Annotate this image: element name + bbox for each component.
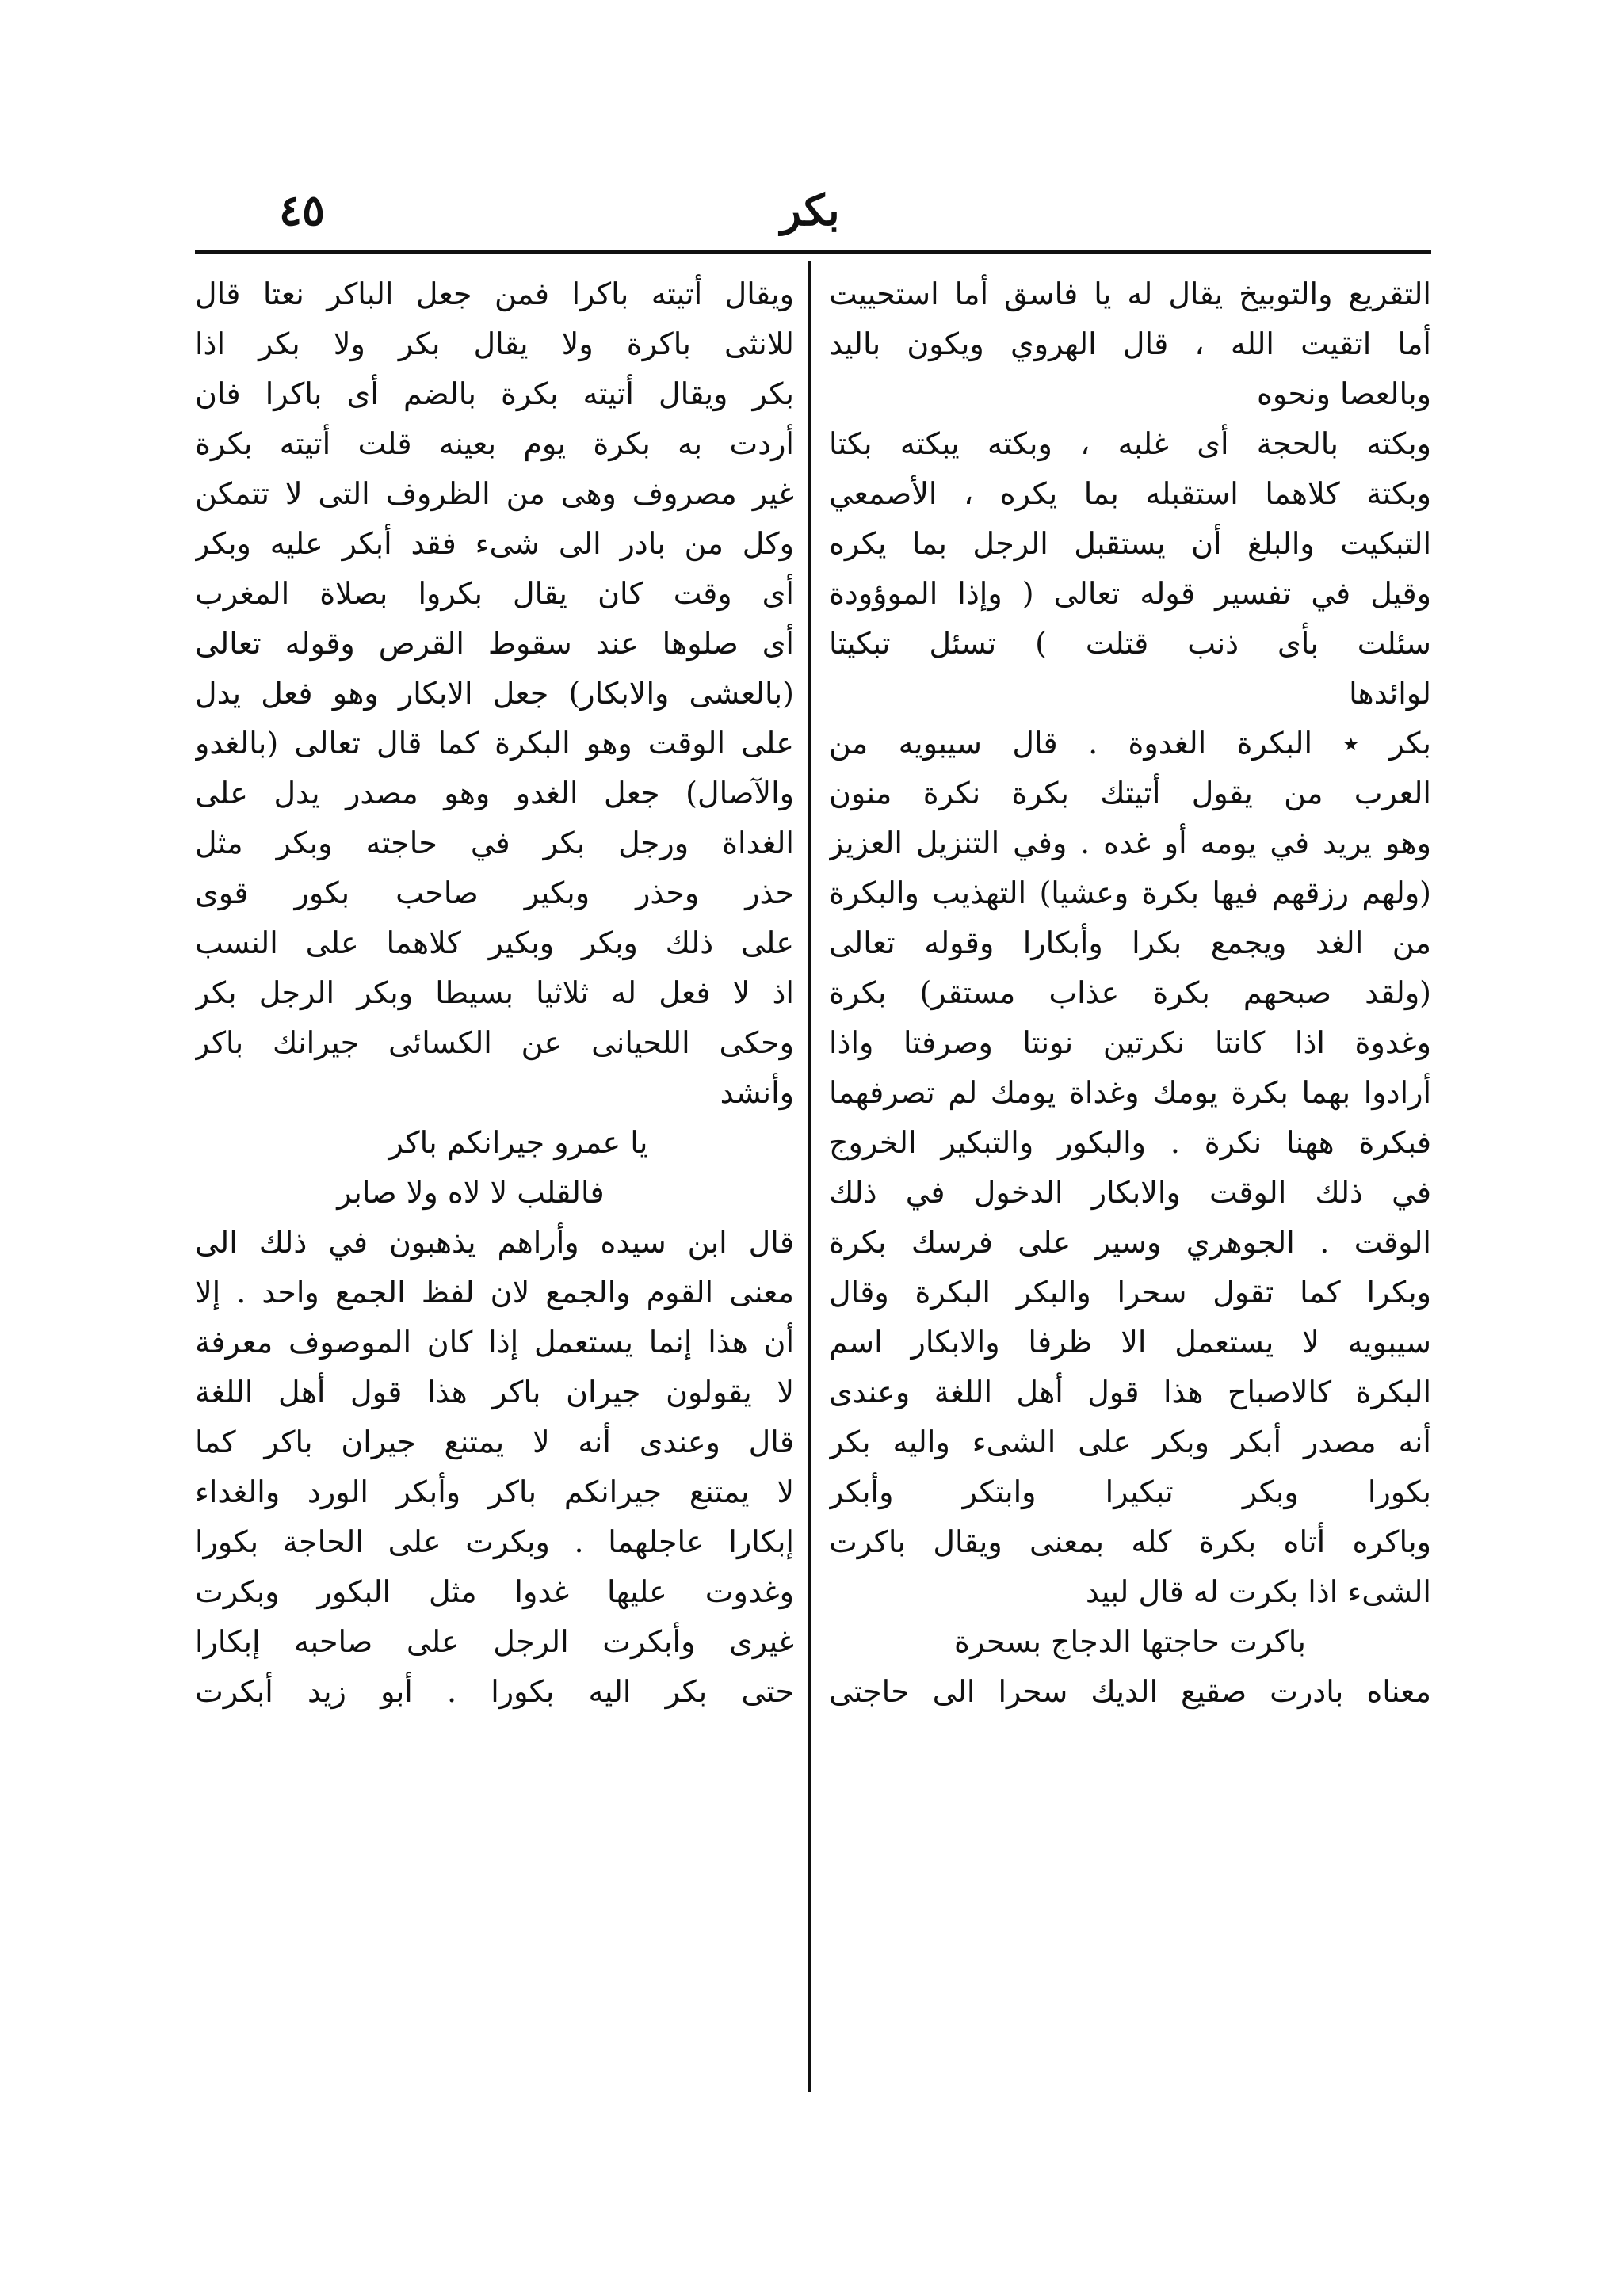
text-line: وباكره أتاه بكرة كله بمعنى ويقال باكرت <box>829 1524 1431 1559</box>
text-line: قال ابن سيده وأراهم يذهبون في ذلك الى <box>195 1225 794 1260</box>
text-line: أى صلوها عند سقوط القرص وقوله تعالى <box>195 626 794 661</box>
text-line: الشىء اذا بكرت له قال لبيد <box>1085 1574 1431 1609</box>
text-line: وبكته بالحجة أى غلبه ، وبكته يبكته بكتا <box>829 426 1431 461</box>
text-line: وكل من بادر الى شىء فقد أبكر عليه وبكر <box>195 526 794 561</box>
verse-line: فالقلب لا لاه ولا صابر <box>337 1175 605 1210</box>
text-line: غيرى وأبكرت الرجل على صاحبه إبكارا <box>195 1624 794 1659</box>
text-line: العرب من يقول أتيتك بكرة نكرة منون <box>829 776 1431 810</box>
text-line: والآصال) جعل الغدو وهو مصدر يدل على <box>195 776 794 810</box>
text-line: (بالعشى والابكار) جعل الابكار وهو فعل يدل <box>195 676 794 711</box>
text-line: أى وقت كان يقال بكروا بصلاة المغرب <box>195 576 794 611</box>
text-line: وغدوة اذا كانتا نكرتين نونتا وصرفتا واذا <box>829 1025 1431 1060</box>
text-line: معناه بادرت صقيع الديك سحرا الى حاجتى <box>829 1674 1431 1709</box>
text-line: وهو يريد في يومه أو غده . وفي التنزيل العزيز <box>829 826 1431 860</box>
text-line: معنى القوم والجمع لان لفظ الجمع واحد . إلا <box>195 1275 794 1310</box>
text-line: على الوقت وهو البكرة كما قال تعالى (بالغدو <box>195 726 794 761</box>
text-line: أردت به بكرة يوم بعينه قلت أتيته بكرة <box>195 426 794 461</box>
text-line: وقيل في تفسير قوله تعالى ( وإذا الموؤودة <box>829 576 1431 611</box>
header-rule <box>195 250 1431 254</box>
text-line: وبكتة كلاهما استقبله بما يكره ، الأصمعي <box>829 476 1431 511</box>
text-line: من الغد ويجمع بكرا وأبكارا وقوله تعالى <box>829 925 1431 960</box>
text-line: وغدوت عليها غدوا مثل البكور وبكرت <box>195 1574 794 1609</box>
text-line: قال وعندى أنه لا يمتنع جيران باكر كما <box>195 1425 794 1459</box>
column-divider <box>808 261 811 2092</box>
text-line: أنه مصدر أبكر وبكر على الشىء واليه بكر <box>829 1425 1431 1459</box>
text-line: البكرة كالاصباح هذا قول أهل اللغة وعندى <box>829 1375 1431 1409</box>
text-line: لوائدها <box>1349 676 1431 711</box>
left-column <box>195 269 794 1717</box>
text-line: (ولهم رزقهم فيها بكرة وعشيا) التهذيب والبكرة <box>829 875 1431 910</box>
text-line: بكر ٭ البكرة الغدوة . قال سيبويه من <box>829 726 1431 761</box>
running-headword: بكر <box>781 185 840 235</box>
text-line: فبكرة ههنا نكرة . والبكور والتبكير الخروج <box>829 1125 1431 1160</box>
verse-line: باكرت حاجتها الدجاج بسحرة <box>954 1624 1306 1659</box>
text-line: بكورا وبكر تبكيرا وابتكر وأبكر <box>829 1474 1431 1509</box>
text-line: في ذلك الوقت والابكار الدخول في ذلك <box>829 1175 1431 1210</box>
text-line: للانثى باكرة ولا يقال بكر ولا بكر اذا <box>195 326 794 361</box>
text-line: وبكرا كما تقول سحرا والبكر البكرة وقال <box>829 1275 1431 1310</box>
text-line: لا يمتنع جيرانكم باكر وأبكر الورد والغداء <box>195 1474 794 1509</box>
text-line: أن هذا إنما يستعمل إذا كان الموصوف معرفة <box>195 1325 794 1360</box>
right-column <box>829 269 1431 1717</box>
verse-line: يا عمرو جيرانكم باكر <box>388 1125 648 1160</box>
text-line: (ولقد صبحهم بكرة عذاب مستقر) بكرة <box>829 975 1431 1010</box>
text-line: وحكى اللحيانى عن الكسائى جيرانك باكر <box>195 1025 794 1060</box>
text-line: الغداة ورجل بكر في حاجته وبكر مثل <box>195 826 794 860</box>
text-line: إبكارا عاجلهما . وبكرت على الحاجة بكورا <box>195 1524 794 1559</box>
text-line: الوقت . الجوهري وسير على فرسك بكرة <box>829 1225 1431 1260</box>
text-line: وبالعصا ونحوه <box>1256 376 1431 411</box>
text-line: اذ لا فعل له ثلاثيا بسيطا وبكر الرجل بكر <box>195 975 794 1010</box>
text-line: لا يقولون جيران باكر هذا قول أهل اللغة <box>195 1375 794 1409</box>
text-line: أرادوا بهما بكرة يومك وغداة يومك لم تصرفهما <box>829 1075 1431 1110</box>
text-line: التقريع والتوبيخ يقال له يا فاسق أما استحييت <box>829 277 1431 311</box>
text-line: التبكيت والبلغ أن يستقبل الرجل بما يكره <box>829 526 1431 561</box>
text-line: غير مصروف وهى من الظروف التى لا تتمكن <box>195 476 794 511</box>
text-line: سيبويه لا يستعمل الا ظرفا والابكار اسم <box>829 1325 1431 1360</box>
page-number: ٤٥ <box>279 185 326 235</box>
text-line: على ذلك وبكر وبكير كلاهما على النسب <box>195 925 794 960</box>
text-line: ويقال أتيته باكرا فمن جعل الباكر نعتا قال <box>195 277 794 311</box>
text-line: أما اتقيت الله ، قال الهروي ويكون باليد <box>829 326 1431 361</box>
text-line: حذر وحذر وبكير صاحب بكور قوى <box>195 875 794 910</box>
text-line: وأنشد <box>720 1075 794 1110</box>
text-line: سئلت بأى ذنب قتلت ) تسئل تبكيتا <box>829 626 1431 661</box>
text-line: حتى بكر اليه بكورا . أبو زيد أبكرت <box>195 1674 794 1709</box>
text-line: بكر ويقال أتيته بكرة بالضم أى باكرا فان <box>195 376 794 411</box>
